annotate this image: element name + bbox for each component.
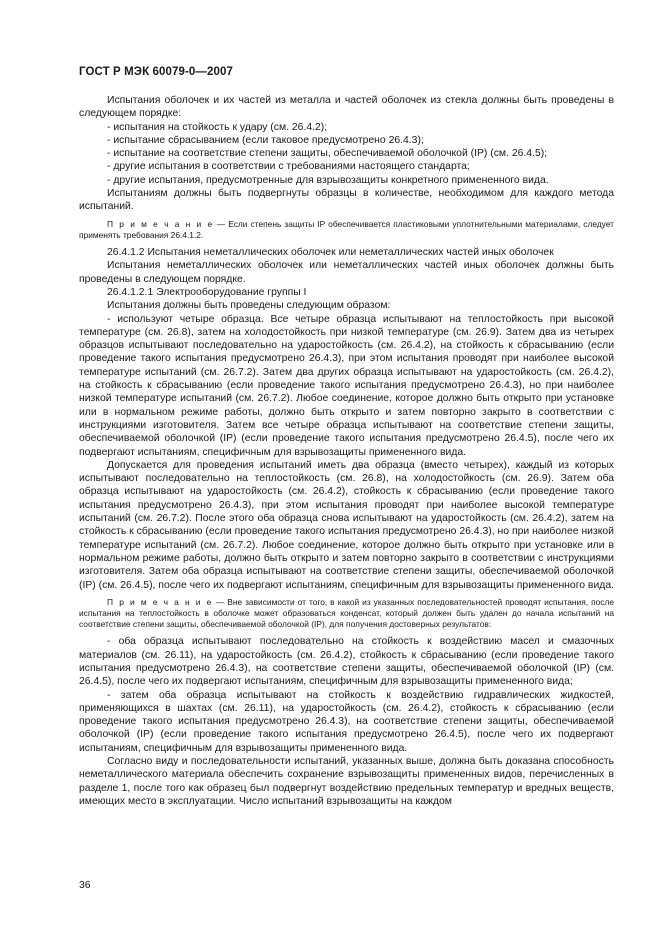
- note-label: П р и м е ч а н и е: [107, 596, 213, 607]
- paragraph: Согласно виду и последовательности испытаний, указанных выше, должна быть доказана способность неметаллического материала обеспечить сохранение взрывозащиты примененных видов, перечисленных в разделе 1, после того как образец был подвергнут воздействию предельных температур и вредных веществ, имеющих место в эксплуатации. Число испытаний взрывозащиты на каждом: [79, 756, 614, 807]
- note-text: — Если степень защиты IP обеспечивается пластиковыми уплотнительными материалами, следует применять требования 26.4.1.2.: [79, 218, 614, 240]
- paragraph: Испытаниям должны быть подвергнуты образцы в количестве, необходимом для каждого метода испытаний.: [79, 188, 614, 213]
- note-text: — Вне зависимости от того, в какой из указанных последовательностей проводят испытания, после испытания на теплостойкость в оболочке может образоваться конденсат, который должен быть удален до начала испытаний на соответствие степени защиты, обеспечиваемой оболочкой (IP), для получения достоверных результатов:: [79, 596, 614, 630]
- document-header: ГОСТ Р МЭК 60079-0—2007: [79, 66, 233, 78]
- page-number: 36: [79, 880, 91, 891]
- list-item: - другие испытания, предусмотренные для взрывозащиты конкретного примененного вида.: [107, 174, 549, 186]
- section-heading: 26.4.1.2 Испытания неметаллических оболочек или неметаллических частей иных оболочек: [107, 247, 554, 259]
- list-item: - испытания на стойкость к удару (см. 26.4.2);: [107, 121, 328, 133]
- paragraph: - затем оба образца испытывают на стойкость к воздействию гидравлических жидкостей, применяющихся в шахтах (см. 26.11), на ударостойкость (см. 26.4.2), стойкость к сбрасыванию (если проведение такого испытания предусмотрено 26.4.3), на соответствие степени защиты, обеспечиваемой оболочкой (IP) (если проведение такого испытания предусмотрено 26.4.5), после чего их подвергают испытаниям, специфичным для взрывозащиты примененного вида.: [79, 689, 614, 754]
- list-item: - испытание сбрасыванием (если таковое предусмотрено 26.4.3);: [107, 134, 424, 146]
- paragraph: Испытания оболочек и их частей из металла и частей оболочек из стекла должны быть проведены в следующем порядке:: [79, 95, 614, 120]
- paragraph: Испытания неметаллических оболочек или неметаллических частей иных оболочек должны быть проведены в следующем порядке.: [79, 260, 614, 285]
- paragraph: - используют четыре образца. Все четыре образца испытывают на теплостойкость при высокой температуре (см. 26.8), затем на холодостойкость при низкой температуре (см. 26.9). Затем два из четырех образцов испытывают последовательно на ударостойкость (см. 26.4.2), на стойкость к сбрасыванию (если проведение такого испытания предусмотрено 26.4.3), при этом испытания проводят при наиболее высокой температуре испытаний (см. 26.7.2). Затем два других образца испытывают на ударостойкость (см. 26.4.2), на стойкость к сбрасыванию (если проведение такого испытания предусмотрено 26.4.3), но при наиболее низкой температуре испытаний (см. 26.7.2). Любое соединение, которое должно быть открыто при установке или в нормальном режиме работы, должно быть открыто и затем повторно закрыто в соответствии с инструкциями изготовителя. Затем все четыре образца испытывают на соответствие степени защиты, обеспечиваемой оболочкой (IP) (если проведение такого испытания предусмотрено 26.4.5), после чего их подвергают испытаниям, специфичным для взрывозащиты примененного вида.: [79, 313, 614, 458]
- note: [79, 597, 614, 631]
- subsection-heading: 26.4.1.2.1 Электрооборудование группы I: [107, 286, 307, 298]
- list-item: - другие испытания в соответствии с требованиями настоящего стандарта;: [107, 161, 470, 173]
- paragraph: Допускается для проведения испытаний иметь два образца (вместо четырех), каждый из которых испытывают последовательно на теплостойкость (см. 26.8), на холодостойкость (см. 26.9). Затем оба образца испытывают на ударостойкость (см. 26.4.2), стойкость к сбрасыванию (если проведение такого испытания предусмотрено 26.4.3), при этом испытания проводят при наиболее высокой температуре испытаний (см. 26.7.2). После этого оба образца снова испытывают на ударостойкость (см. 26.4.2), затем на стойкость к сбрасыванию (если проведение такого испытания предусмотрено 26.4.3), но при наиболее низкой температуре испытаний (см. 26.7.2). Любое соединение, которое должно быть открыто при установке или в нормальном режиме работы, должно быть открыто и затем повторно закрыто в соответствии с инструкциями изготовителя. Затем оба образца испытывают на соответствие степени защиты, обеспечиваемой оболочкой (IP) (см. 26.4.5), после чего их подвергают испытаниям, специфичным для взрывозащиты примененного вида.: [79, 459, 614, 591]
- note-label: П р и м е ч а н и е: [107, 218, 214, 229]
- body-text: [79, 94, 614, 808]
- note: [79, 219, 614, 241]
- list-item: - испытание на соответствие степени защиты, обеспечиваемой оболочкой (IP) (см. 26.4.5);: [107, 148, 548, 160]
- paragraph: - оба образца испытывают последовательно на стойкость к воздействию масел и смазочных материалов (см. 26.11), на ударостойкость (см. 26.4.2), стойкость к сбрасыванию (если проведение такого испытания предусмотрено 26.4.3), на соответствие степени защиты, обеспечиваемой оболочкой (IP) (см. 26.4.5), после чего их подвергают испытаниям, специфичным для взрывозащиты примененного вида;: [79, 636, 614, 688]
- paragraph: Испытания должны быть проведены следующим образом:: [107, 300, 391, 312]
